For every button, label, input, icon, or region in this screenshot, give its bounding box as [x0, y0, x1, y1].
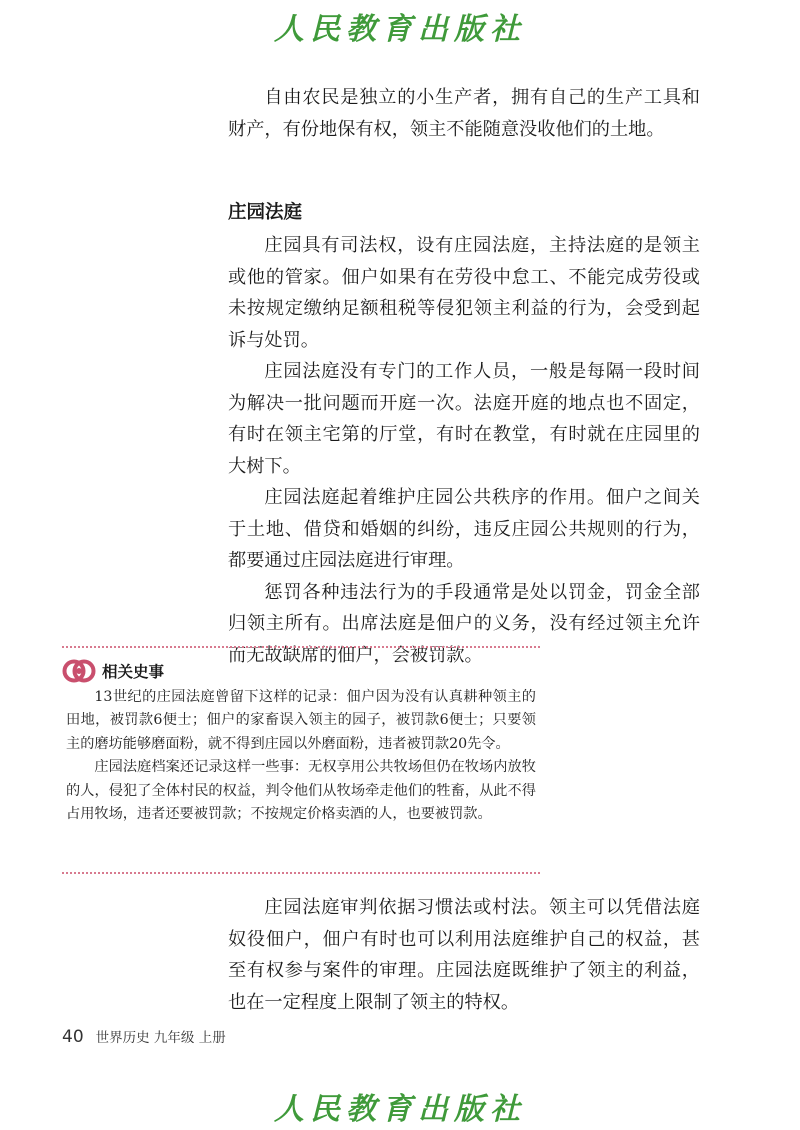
section-body	[228, 230, 700, 671]
page-footer	[62, 1026, 226, 1047]
related-history-box	[62, 646, 540, 874]
section-paragraph-2: 庄园法庭没有专门的工作人员，一般是每隔一段时间为解决一批问题而开庭一次。法庭开庭的地点也不固定，有时在领主宅第的厅堂，有时在教堂，有时就在庄园里的大树下。	[228, 361, 700, 477]
book-title: 世界历史 九年级 上册	[95, 1030, 226, 1046]
sidebar-text	[66, 686, 536, 826]
section-paragraph-4: 惩罚各种违法行为的手段通常是处以罚金，罚金全部归领主所有。出席法庭是佃户的义务，没有经过领主允许而无故缺席的佃户，会被罚款。	[228, 581, 700, 666]
sidebar-title: 相关史事	[102, 663, 165, 681]
intro-paragraph: 自由农民是独立的小生产者，拥有自己的生产工具和财产，有份地保有权，领主不能随意没收他们的土地。	[228, 87, 700, 140]
page-number: 40	[62, 1027, 84, 1047]
sidebar-paragraph-1: 13世纪的庄园法庭曾留下这样的记录：佃户因为没有认真耕种领主的田地，被罚款6便士；佃户的家畜误入领主的园子，被罚款6便士；只要领主的磨坊能够磨面粉，就不得到庄园以外磨面粉，违者被罚款20先令。	[66, 689, 536, 752]
publisher-watermark-bottom: 人民教育出版社	[274, 1092, 526, 1127]
closing-paragraph: 庄园法庭审判依据习惯法或村法。领主可以凭借法庭奴役佃户，佃户有时也可以利用法庭维护自己的权益，甚至有权参与案件的审理。庄园法庭既维护了领主的利益，也在一定程度上限制了领主的特权。	[228, 897, 700, 1013]
section-paragraph-3: 庄园法庭起着维护庄园公共秩序的作用。佃户之间关于土地、借贷和婚姻的纠纷，违反庄园公共规则的行为，都要通过庄园法庭进行审理。	[228, 487, 700, 571]
section-heading: 庄园法庭	[228, 202, 303, 223]
publisher-watermark-top: 人民教育出版社	[274, 12, 526, 47]
related-history-icon	[62, 654, 96, 688]
intro-block	[228, 82, 700, 145]
closing-block	[228, 892, 700, 1018]
section-paragraph-1: 庄园具有司法权，设有庄园法庭，主持法庭的是领主或他的管家。佃户如果有在劳役中怠工、不能完成劳役或未按规定缴纳足额租税等侵犯领主利益的行为，会受到起诉与处罚。	[228, 235, 700, 351]
sidebar-paragraph-2: 庄园法庭档案还记录这样一些事：无权享用公共牧场但仍在牧场内放牧的人，侵犯了全体村民的权益，判令他们从牧场牵走他们的牲畜，从此不得占用牧场，违者还要被罚款；不按规定价格卖酒的人，也要被罚款。	[66, 759, 536, 823]
